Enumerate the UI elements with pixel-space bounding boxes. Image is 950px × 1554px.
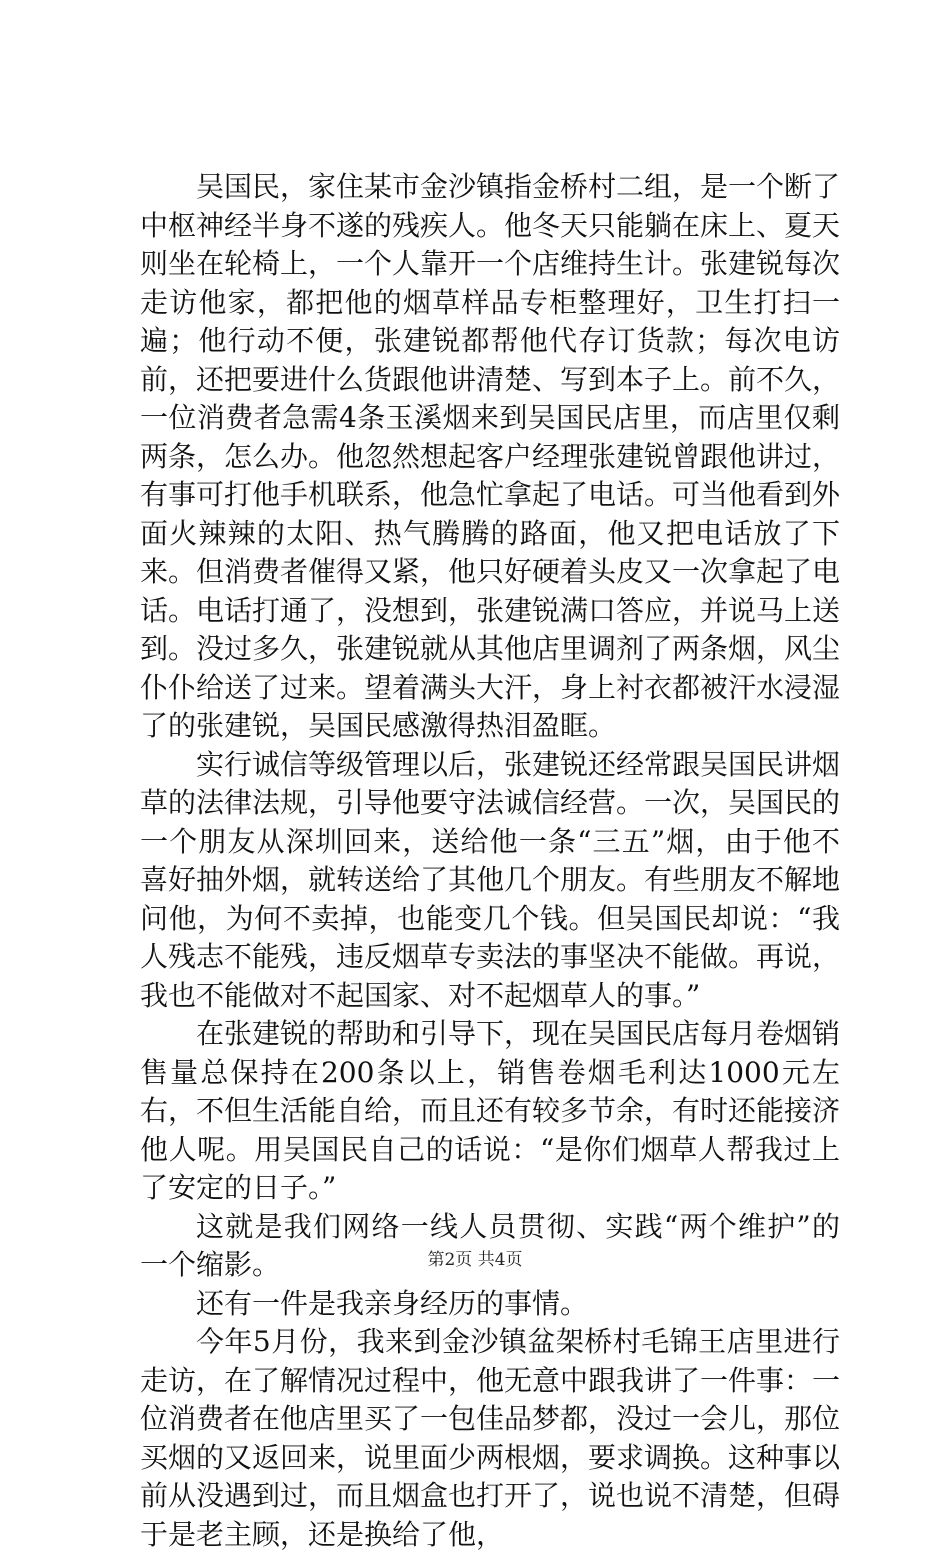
- paragraph: 实行诚信等级管理以后，张建锐还经常跟吴国民讲烟草的法律法规，引导他要守法诚信经营。一次，吴国民的一个朋友从深圳回来，送给他一条“三五”烟，由于他不喜好抽外烟，就转送给了其他几个朋友。有些朋友不解地问他，为何不卖掉，也能变几个钱。但吴国民却说：“我人残志不能残，违反烟草专卖法的事坚决不能做。再说，我也不能做对不起国家、对不起烟草人的事。”: [140, 747, 841, 1012]
- paragraph: 还有一件是我亲身经历的事情。: [196, 1286, 589, 1320]
- page-footer: 第2页 共4页: [427, 1250, 523, 1270]
- document-body: [140, 168, 840, 1554]
- paragraph: 这就是我们网络一线人员贯彻、实践“两个维护”的一个缩影。: [140, 1209, 840, 1281]
- paragraph: 吴国民，家住某市金沙镇指金桥村二组，是一个断了中枢神经半身不遂的残疾人。他冬天只能躺在床上、夏天则坐在轮椅上，一个人靠开一个店维持生计。张建锐每次走访他家，都把他的烟草样品专柜整理好，卫生打扫一遍；他行动不便，张建锐都帮他代存订货款；每次电访前，还把要进什么货跟他讲清楚、写到本子上。前不久，一位消费者急需4条玉溪烟来到吴国民店里，而店里仅剩两条，怎么办。他忽然想起客户经理张建锐曾跟他讲过，有事可打他手机联系，他急忙拿起了电话。可当他看到外面火辣辣的太阳、热气腾腾的路面，他又把电话放了下来。但消费者催得又紧，他只好硬着头皮又一次拿起了电话。电话打通了，没想到，张建锐满口答应，并说马上送到。没过多久，张建锐就从其他店里调剂了两条烟，风尘仆仆给送了过来。望着满头大汗，身上衬衣都被汗水浸湿了的张建锐，吴国民感激得热泪盈眶。: [140, 170, 841, 742]
- paragraph: 在张建锐的帮助和引导下，现在吴国民店每月卷烟销售量总保持在200条以上，销售卷烟毛利达1000元左右，不但生活能自给，而且还有较多节余，有时还能接济他人呢。用吴国民自己的话说：“是你们烟草人帮我过上了安定的日子。”: [140, 1017, 841, 1204]
- paragraph: 今年5月份，我来到金沙镇盆架桥村毛锦王店里进行走访，在了解情况过程中，他无意中跟我讲了一件事：一位消费者在他店里买了一包佳品梦都，没过一会儿，那位买烟的又返回来，说里面少两根烟，要求调换。这种事以前从没遇到过，而且烟盒也打开了，说也说不清楚，但碍于是老主顾，还是换给了他，: [140, 1325, 841, 1551]
